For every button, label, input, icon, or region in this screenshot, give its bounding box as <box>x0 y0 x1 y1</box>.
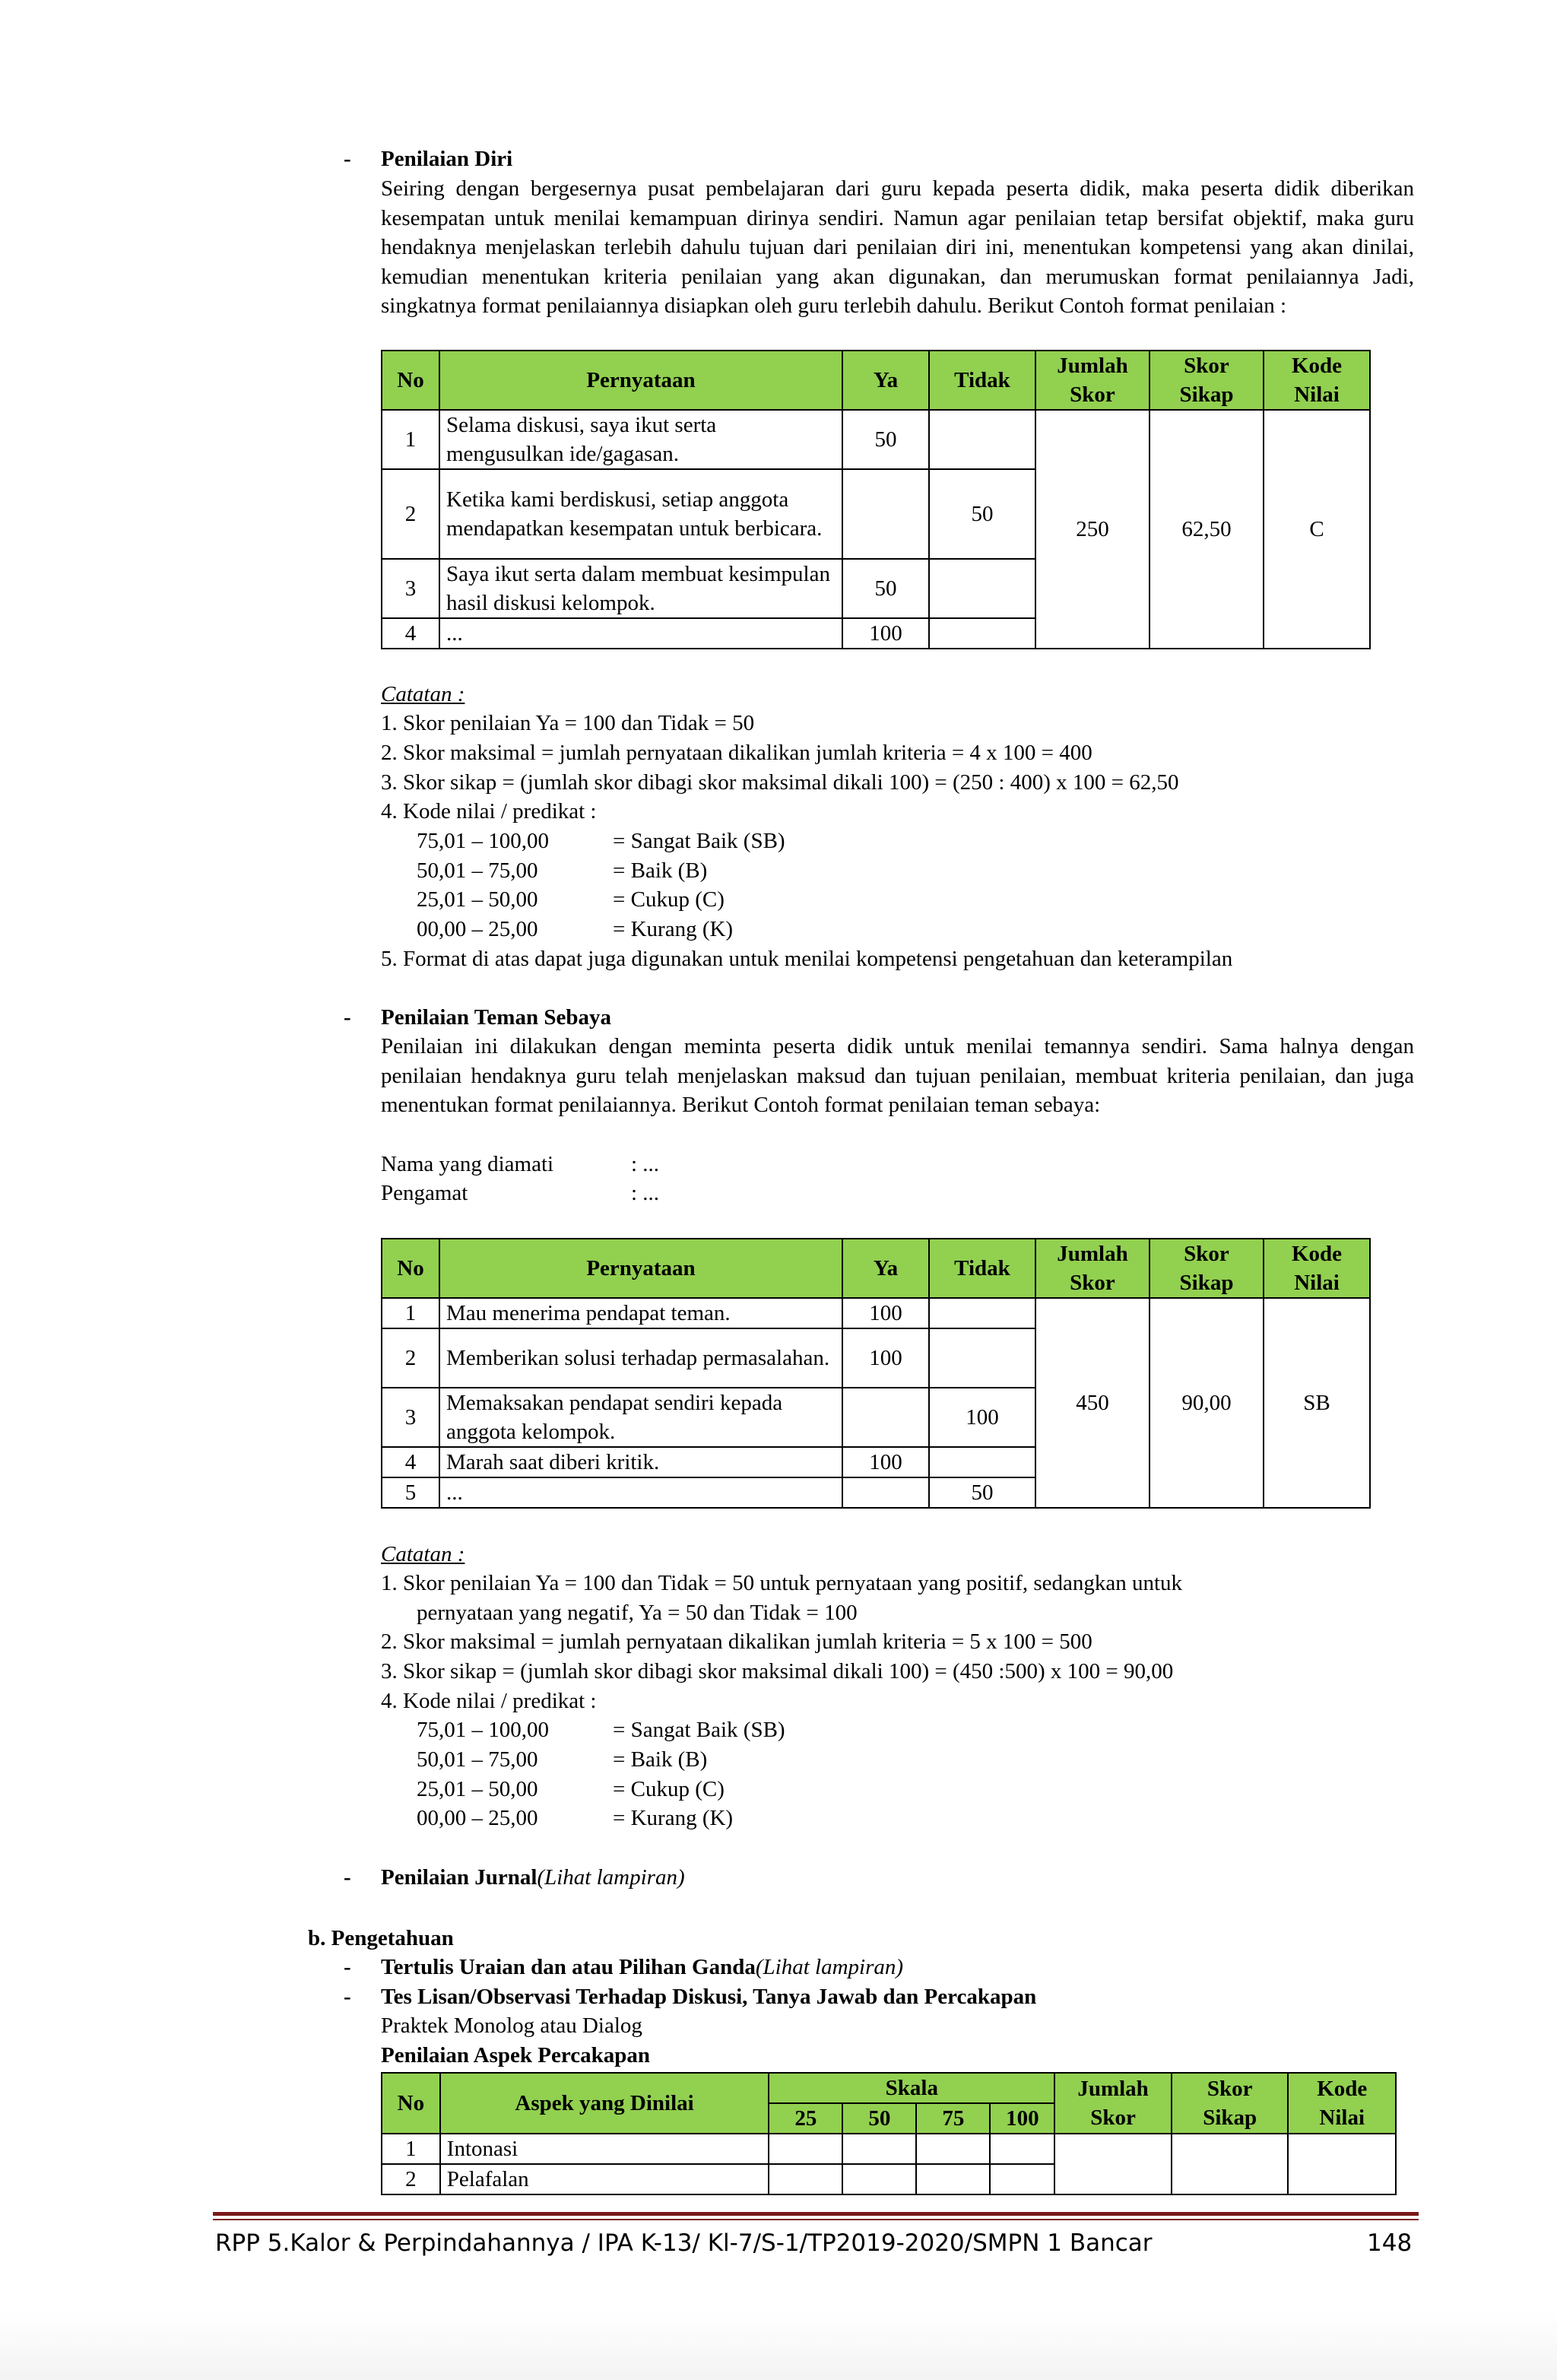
note-item: 2. Skor maksimal = jumlah pernyataan dikalikan jumlah kriteria = 4 x 100 = 400 <box>381 741 1092 765</box>
cell-ya: 50 <box>842 559 929 618</box>
cell-tidak <box>929 618 1035 649</box>
header-no: No <box>382 351 439 410</box>
table-penilaian-teman-sebaya <box>381 1238 1371 1509</box>
cell-aspek: Pelafalan <box>440 2164 769 2194</box>
field-value-pengamat: : ... <box>631 1181 660 1205</box>
header-ya: Ya <box>842 1239 929 1298</box>
bullet-dash: - <box>344 147 351 171</box>
header-aspek: Aspek yang Dinilai <box>440 2073 769 2134</box>
cell-no: 5 <box>382 1477 439 1508</box>
grade-range: 75,01 – 100,00 <box>417 829 549 853</box>
cell-pernyataan: Ketika kami berdiskusi, setiap anggota mendapatkan kesempatan untuk berbicara. <box>439 469 842 559</box>
page-bottom-shade <box>0 2312 1557 2380</box>
section-title-penilaian-jurnal: Penilaian Jurnal(Lihat lampiran) <box>381 1865 685 1890</box>
cell-pernyataan: Marah saat diberi kritik. <box>439 1447 842 1477</box>
cell-ya <box>842 1477 929 1508</box>
cell-empty <box>916 2134 990 2164</box>
cell-ya: 100 <box>842 618 929 649</box>
paragraph-penilaian-diri: Seiring dengan bergesernya pusat pembelajaran dari guru kepada peserta didik, maka peserta didik diberikan kesempatan untuk menilai kemampuan dirinya sendiri. Namun agar penilaian tetap bersifat objektif, maka guru hendaknya menjelaskan terlebih dahulu tujuan dari penilaian diri ini, menentukan kompetensi yang akan dinilai, kemudian menentukan kriteria penilaian yang akan digunakan, dan merumuskan format penilaiannya Jadi, singkatnya format penilaiannya disiapkan oleh guru terlebih dahulu. Berikut Contoh format penilaian : <box>381 176 1414 319</box>
cell-pernyataan: Saya ikut serta dalam membuat kesimpulan hasil diskusi kelompok. <box>439 559 842 618</box>
cell-no: 3 <box>382 1388 439 1447</box>
header-skor-sikap: Skor Sikap <box>1150 351 1264 410</box>
cell-pernyataan: Selama diskusi, saya ikut serta mengusulkan ide/gagasan. <box>439 410 842 469</box>
header-kode-nilai: Kode Nilai <box>1264 351 1370 410</box>
grade-range: 25,01 – 50,00 <box>417 1777 538 1801</box>
header-no: No <box>382 1239 439 1298</box>
cell-no: 4 <box>382 618 439 649</box>
cell-no: 3 <box>382 559 439 618</box>
grade-range: 50,01 – 75,00 <box>417 858 538 883</box>
field-label-pengamat: Pengamat <box>381 1181 468 1205</box>
cell-pernyataan: ... <box>439 1477 842 1508</box>
cell-no: 4 <box>382 1447 439 1477</box>
bullet-dash: - <box>344 1955 351 1979</box>
cell-aspek: Intonasi <box>440 2134 769 2164</box>
note-item: 3. Skor sikap = (jumlah skor dibagi skor maksimal dikali 100) = (450 :500) x 100 = 90,00 <box>381 1659 1174 1683</box>
cell-jumlah-skor <box>1054 2134 1172 2194</box>
section-title-penilaian-diri: Penilaian Diri <box>381 147 513 171</box>
cell-kode-nilai: C <box>1264 410 1370 649</box>
paragraph-penilaian-teman-sebaya: Penilaian ini dilakukan dengan meminta peserta didik untuk menilai temannya sendiri. Sama halnya dengan penilaian hendaknya guru telah menjelaskan maksud dan tujuan penilaian, membuat kriteria penilaian, dan juga menentukan format penilaiannya. Berikut Contoh format penilaian teman sebaya: <box>381 1034 1414 1118</box>
table-row <box>382 2134 1396 2164</box>
grade-label: = Baik (B) <box>613 858 708 883</box>
cell-pernyataan: ... <box>439 618 842 649</box>
grade-label: = Sangat Baik (SB) <box>613 1718 785 1742</box>
header-skala: Skala <box>769 2073 1054 2103</box>
field-value-nama: : ... <box>631 1152 660 1176</box>
cell-tidak: 100 <box>929 1388 1035 1447</box>
cell-tidak <box>929 410 1035 469</box>
note-item: 4. Kode nilai / predikat : <box>381 799 597 823</box>
cell-empty <box>916 2164 990 2194</box>
grade-range: 75,01 – 100,00 <box>417 1718 549 1742</box>
cell-tidak: 50 <box>929 469 1035 559</box>
cell-jumlah-skor: 250 <box>1035 410 1150 649</box>
header-scale-100: 100 <box>990 2103 1054 2134</box>
notes-title: Catatan : <box>381 1542 465 1566</box>
header-tidak: Tidak <box>929 351 1035 410</box>
grade-range: 00,00 – 25,00 <box>417 917 538 941</box>
cell-pernyataan: Memberikan solusi terhadap permasalahan. <box>439 1328 842 1388</box>
item-tes-lisan: Tes Lisan/Observasi Terhadap Diskusi, Tanya Jawab dan Percakapan <box>381 1985 1037 2009</box>
header-skor-sikap: Skor Sikap <box>1172 2073 1289 2134</box>
footer-rule-thick <box>213 2212 1419 2216</box>
note-item: 3. Skor sikap = (jumlah skor dibagi skor maksimal dikali 100) = (250 : 400) x 100 = 62,50 <box>381 770 1179 795</box>
header-scale-25: 25 <box>769 2103 842 2134</box>
footer-text: RPP 5.Kalor & Perpindahannya / IPA K-13/ Kl-7/S-1/TP2019-2020/SMPN 1 Bancar <box>215 2229 1153 2257</box>
footer-rule-thin <box>213 2219 1419 2220</box>
header-no: No <box>382 2073 440 2134</box>
cell-skor-sikap <box>1172 2134 1289 2194</box>
grade-range: 25,01 – 50,00 <box>417 887 538 912</box>
bullet-dash: - <box>344 1005 351 1030</box>
grade-range: 00,00 – 25,00 <box>417 1806 538 1830</box>
cell-ya: 100 <box>842 1447 929 1477</box>
cell-kode-nilai <box>1288 2134 1396 2194</box>
table-aspek-percakapan <box>381 2072 1397 2195</box>
sub-penilaian-aspek: Penilaian Aspek Percakapan <box>381 2043 650 2067</box>
note-item: 1. Skor penilaian Ya = 100 dan Tidak = 50 <box>381 711 755 735</box>
grade-label: = Kurang (K) <box>613 1806 734 1830</box>
cell-ya: 100 <box>842 1298 929 1328</box>
cell-empty <box>990 2134 1054 2164</box>
cell-empty <box>842 2164 916 2194</box>
grade-label: = Baik (B) <box>613 1747 708 1772</box>
cell-no: 2 <box>382 1328 439 1388</box>
cell-no: 1 <box>382 2134 440 2164</box>
cell-empty <box>769 2134 842 2164</box>
grade-label: = Sangat Baik (SB) <box>613 829 785 853</box>
sub-praktek: Praktek Monolog atau Dialog <box>381 2013 642 2038</box>
cell-kode-nilai: SB <box>1264 1298 1370 1508</box>
cell-empty <box>769 2164 842 2194</box>
bullet-dash: - <box>344 1865 351 1890</box>
cell-pernyataan: Mau menerima pendapat teman. <box>439 1298 842 1328</box>
cell-jumlah-skor: 450 <box>1035 1298 1150 1508</box>
cell-no: 1 <box>382 410 439 469</box>
header-scale-50: 50 <box>842 2103 916 2134</box>
header-tidak: Tidak <box>929 1239 1035 1298</box>
note-item: 5. Format di atas dapat juga digunakan untuk menilai kompetensi pengetahuan dan keterampilan <box>381 947 1233 971</box>
cell-skor-sikap: 62,50 <box>1150 410 1264 649</box>
note-item: 2. Skor maksimal = jumlah pernyataan dikalikan jumlah kriteria = 5 x 100 = 500 <box>381 1630 1092 1654</box>
cell-tidak <box>929 1298 1035 1328</box>
note-item: 1. Skor penilaian Ya = 100 dan Tidak = 50 untuk pernyataan yang positif, sedangkan untuk <box>381 1571 1183 1595</box>
cell-pernyataan: Memaksakan pendapat sendiri kepada anggota kelompok. <box>439 1388 842 1447</box>
grade-label: = Cukup (C) <box>613 887 725 912</box>
table-row <box>382 410 1370 469</box>
cell-tidak <box>929 1328 1035 1388</box>
cell-no: 2 <box>382 469 439 559</box>
cell-tidak <box>929 559 1035 618</box>
field-label-nama: Nama yang diamati <box>381 1152 554 1176</box>
bullet-dash: - <box>344 1985 351 2009</box>
note-item-continued: pernyataan yang negatif, Ya = 50 dan Tidak = 100 <box>417 1601 858 1625</box>
cell-ya <box>842 1388 929 1447</box>
header-jumlah-skor: Jumlah Skor <box>1054 2073 1172 2134</box>
cell-no: 2 <box>382 2164 440 2194</box>
header-kode-nilai: Kode Nilai <box>1288 2073 1396 2134</box>
header-kode-nilai: Kode Nilai <box>1264 1239 1370 1298</box>
header-pernyataan: Pernyataan <box>439 351 842 410</box>
page-number: 148 <box>1367 2229 1413 2257</box>
cell-tidak <box>929 1447 1035 1477</box>
cell-ya: 100 <box>842 1328 929 1388</box>
grade-label: = Cukup (C) <box>613 1777 725 1801</box>
header-scale-75: 75 <box>916 2103 990 2134</box>
cell-skor-sikap: 90,00 <box>1150 1298 1264 1508</box>
table-penilaian-diri <box>381 350 1371 649</box>
section-b-pengetahuan: b. Pengetahuan <box>308 1926 454 1950</box>
notes-title: Catatan : <box>381 682 465 706</box>
table-row <box>382 1298 1370 1328</box>
grade-label: = Kurang (K) <box>613 917 734 941</box>
cell-ya: 50 <box>842 410 929 469</box>
cell-no: 1 <box>382 1298 439 1328</box>
cell-empty <box>990 2164 1054 2194</box>
header-pernyataan: Pernyataan <box>439 1239 842 1298</box>
cell-ya <box>842 469 929 559</box>
header-jumlah-skor: Jumlah Skor <box>1035 1239 1150 1298</box>
note-item: 4. Kode nilai / predikat : <box>381 1689 597 1713</box>
cell-empty <box>842 2134 916 2164</box>
section-title-penilaian-teman-sebaya: Penilaian Teman Sebaya <box>381 1005 611 1030</box>
header-jumlah-skor: Jumlah Skor <box>1035 351 1150 410</box>
item-tertulis: Tertulis Uraian dan atau Pilihan Ganda(Lihat lampiran) <box>381 1955 904 1979</box>
header-skor-sikap: Skor Sikap <box>1150 1239 1264 1298</box>
header-ya: Ya <box>842 351 929 410</box>
cell-tidak: 50 <box>929 1477 1035 1508</box>
grade-range: 50,01 – 75,00 <box>417 1747 538 1772</box>
